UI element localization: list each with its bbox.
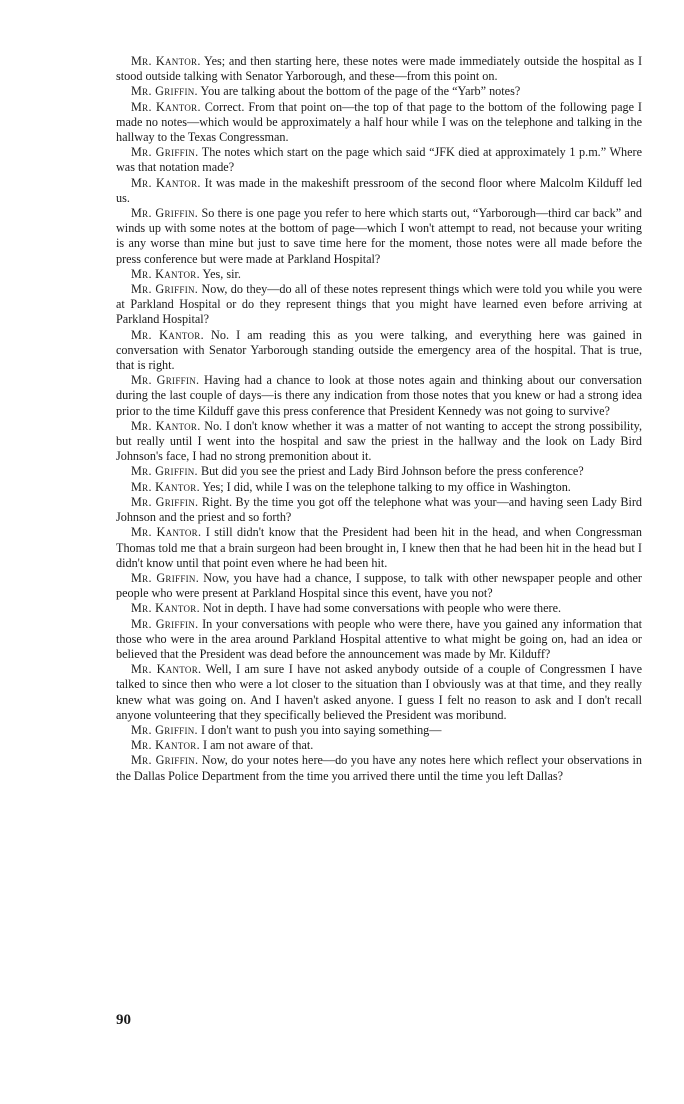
testimony-paragraph xyxy=(116,176,642,206)
testimony-text: Well, I am sure I have not asked anybody outside of a couple of Congressmen I have talked to since then who were a lot closer to the situation than I obviously was at that time, and they really knew what was going on. And I haven't asked anyone. I guess I felt no reason to ask and I don't recall anyone volunteering that they specifically believed the President was moribund. xyxy=(116,662,643,722)
testimony-text: Not in depth. I have had some conversations with people who were there. xyxy=(199,601,562,616)
testimony-text: Now, do your notes here—do you have any notes here which reflect your observations in the Dallas Police Department from the time you arrived there until the time you left Dallas? xyxy=(116,753,642,783)
speaker-name: Mr. Griffin. xyxy=(131,145,199,160)
speaker-name: Mr. Kantor. xyxy=(131,738,200,753)
testimony-paragraph xyxy=(116,738,642,753)
speaker-name: Mr. Kantor. xyxy=(131,327,204,342)
testimony-paragraph xyxy=(116,84,642,99)
testimony-text: I still didn't know that the President had been hit in the head, and when Congressman Thomas told me that a brain surgeon had been brought in, I knew then that he had been hit in the head but I didn't know until that point even where he had been hit. xyxy=(116,525,642,570)
speaker-name: Mr. Kantor. xyxy=(131,175,201,190)
speaker-name: Mr. Griffin. xyxy=(131,282,199,297)
speaker-name: Mr. Kantor. xyxy=(131,601,200,616)
testimony-text: Having had a chance to look at those notes again and thinking about our conversation during the last couple of days—is there any indication from those notes that you knew or had a strong idea prior to the time Kilduff gave this press conference that President Kennedy was not going to survive? xyxy=(116,373,642,418)
testimony-text: So there is one page you refer to here which starts out, “Yarborough—third car back” and winds up with some notes at the bottom of page—which I won't attempt to read, not because your writing is any worse than mine but just to save time here for the moment, those notes were all made before the press conference but were made at Parkland Hospital? xyxy=(116,206,643,266)
testimony-paragraph xyxy=(116,373,642,419)
testimony-text: No. I am reading this as you were talking, and everything here was gained in conversation with Senator Yarborough standing outside the emergency area of the hospital. That is true, that is right. xyxy=(116,327,642,373)
speaker-name: Mr. Kantor. xyxy=(131,479,200,494)
testimony-text: Now, you have had a chance, I suppose, to talk with other newspaper people and other people who were present at Parkland Hospital since this event, have you not? xyxy=(116,570,642,601)
page-number: 90 xyxy=(116,1012,131,1028)
speaker-name: Mr. Griffin. xyxy=(131,753,199,768)
testimony-text: You are talking about the bottom of the page of the “Yarb” notes? xyxy=(197,84,521,99)
testimony-text: Now, do they—do all of these notes represent things which were told you while you were at Parkland Hospital or do they represent things that you might have learned even before arriving at Parkland Hospital? xyxy=(116,282,643,327)
speaker-name: Mr. Kantor. xyxy=(131,662,202,677)
testimony-text: It was made in the makeshift pressroom of the second floor where Malcolm Kilduff led us. xyxy=(116,175,642,205)
testimony-paragraph xyxy=(116,480,642,495)
speaker-name: Mr. Griffin. xyxy=(131,570,200,585)
speaker-name: Mr. Griffin. xyxy=(131,464,198,479)
testimony-text: Correct. From that point on—the top of that page to the bottom of the following page I made no notes—which would be approximately a half hour while I was on the telephone and talking in the hallway to the Texas Congressman. xyxy=(116,99,642,145)
testimony-paragraph xyxy=(116,723,642,738)
testimony-text: I am not aware of that. xyxy=(199,738,314,753)
testimony-paragraph xyxy=(116,419,642,465)
speaker-name: Mr. Griffin. xyxy=(131,373,200,388)
testimony-paragraph xyxy=(116,662,642,723)
speaker-name: Mr. Kantor. xyxy=(131,418,201,433)
testimony-text: Yes, sir. xyxy=(199,266,241,281)
testimony-text: But did you see the priest and Lady Bird Johnson before the press conference? xyxy=(197,464,584,479)
speaker-name: Mr. Griffin. xyxy=(131,84,198,99)
testimony-text: In your conversations with people who were there, have you gained any information that those who were in the area around Parkland Hospital attentive to what might be going on, had an idea or believed that the President was dead before the announcement was made by Mr. Kilduff? xyxy=(116,616,643,661)
speaker-name: Mr. Kantor. xyxy=(131,266,200,281)
testimony-text: No. I don't know whether it was a matter of not wanting to accept the strong possibility, but really until I went into the hospital and saw the priest in the hallway and the look on Lady Bird Johnson's face, I had no strong premonition about it. xyxy=(116,418,642,464)
testimony-paragraph xyxy=(116,54,642,84)
transcript-body xyxy=(116,54,642,784)
testimony-paragraph xyxy=(116,206,642,267)
testimony-paragraph xyxy=(116,267,642,282)
testimony-paragraph xyxy=(116,328,642,374)
testimony-text: Yes; and then starting here, these notes were made immediately outside the hospital as I stood outside talking with Senator Yarborough, and these—from this point on. xyxy=(116,54,642,84)
testimony-paragraph xyxy=(116,464,642,479)
testimony-paragraph xyxy=(116,525,642,571)
testimony-paragraph xyxy=(116,282,642,328)
speaker-name: Mr. Kantor. xyxy=(131,54,201,68)
speaker-name: Mr. Griffin. xyxy=(131,494,199,509)
testimony-text: The notes which start on the page which said “JFK died at approximately 1 p.m.” Where was that notation made? xyxy=(116,145,642,175)
testimony-paragraph xyxy=(116,601,642,616)
testimony-paragraph xyxy=(116,617,642,663)
speaker-name: Mr. Griffin. xyxy=(131,206,199,221)
testimony-paragraph xyxy=(116,145,642,175)
speaker-name: Mr. Griffin. xyxy=(131,616,199,631)
speaker-name: Mr. Kantor. xyxy=(131,99,201,114)
testimony-paragraph xyxy=(116,495,642,525)
testimony-paragraph xyxy=(116,100,642,146)
testimony-text: Right. By the time you got off the telephone what was your—and having seen Lady Bird Johnson and the priest and so forth? xyxy=(116,494,643,525)
testimony-text: Yes; I did, while I was on the telephone talking to my office in Washington. xyxy=(199,479,571,494)
testimony-paragraph xyxy=(116,753,642,783)
speaker-name: Mr. Griffin. xyxy=(131,722,198,737)
testimony-text: I don't want to push you into saying something— xyxy=(197,722,442,737)
testimony-paragraph xyxy=(116,571,642,601)
speaker-name: Mr. Kantor. xyxy=(131,525,202,540)
